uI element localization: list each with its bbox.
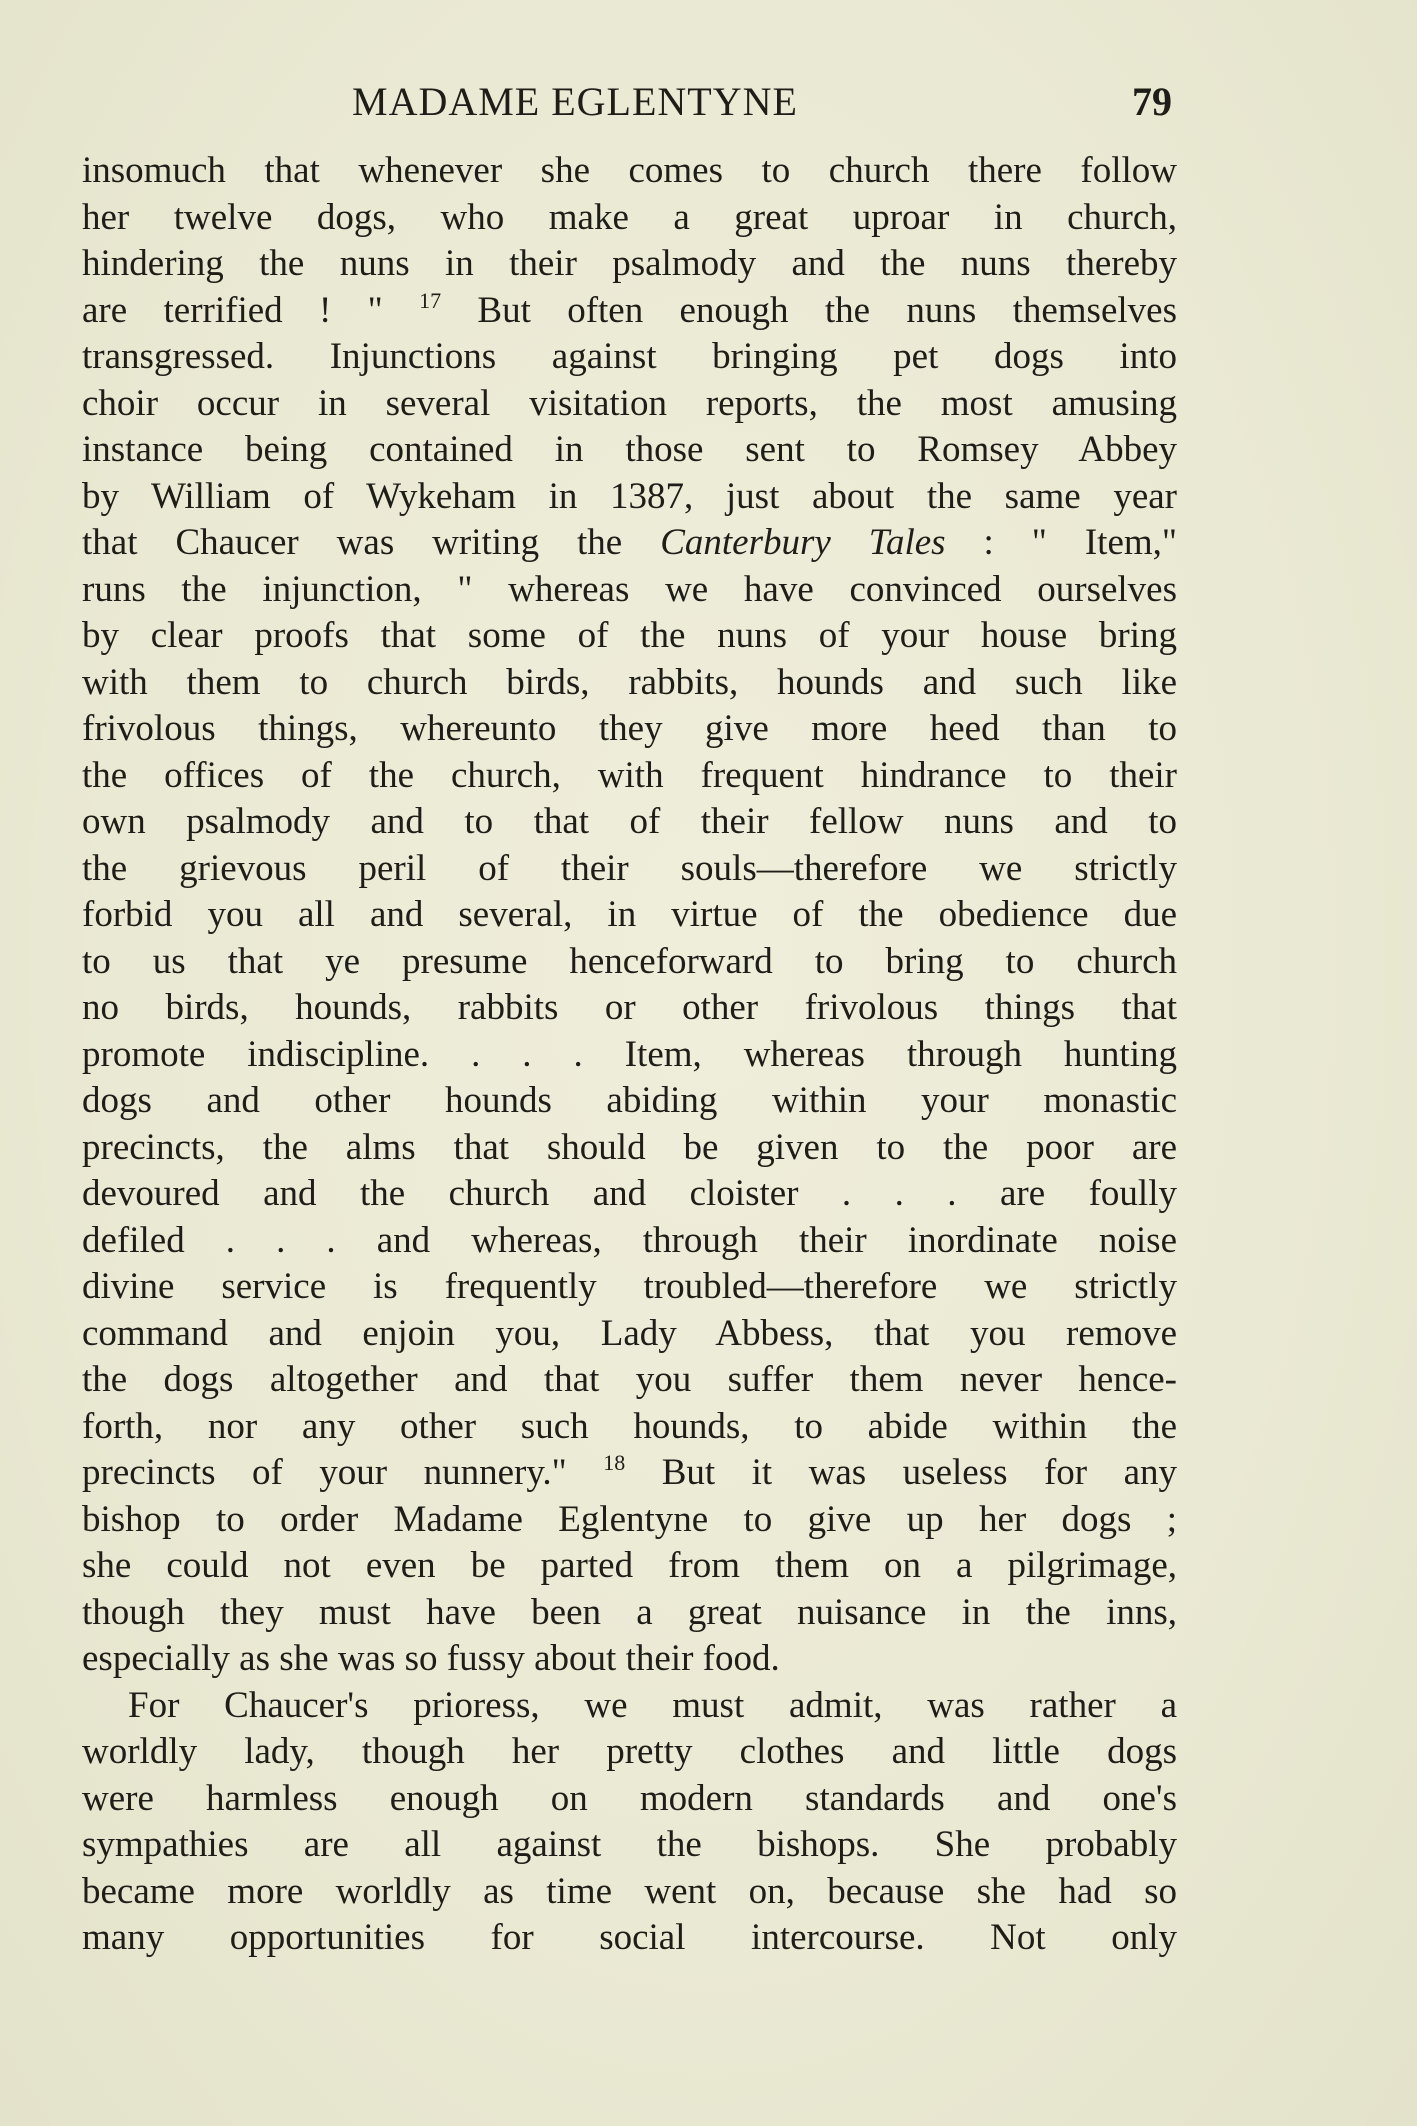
line-text: no birds, hounds, rabbits or other frivolous things that (82, 987, 1177, 1028)
line-text: defiled . . . and whereas, through their inordinate noise (82, 1219, 1177, 1261)
line-text: are terrified ! " (82, 289, 420, 331)
text-line (82, 846, 1177, 893)
text-line (82, 706, 1177, 753)
running-head (82, 72, 1172, 132)
line-text: that Chaucer was writing the (82, 522, 661, 563)
text-line (82, 1357, 1177, 1404)
line-text: runs the injunction, " whereas we have convinced ourselves (82, 568, 1177, 610)
text-line (82, 148, 1177, 195)
text-line (82, 520, 1177, 567)
text-line (82, 1125, 1177, 1172)
line-text: though they must have been a great nuisance in the inns, (82, 1591, 1177, 1633)
text-line (82, 1450, 1177, 1497)
line-text: forbid you all and several, in virtue of the obedience due (82, 894, 1177, 935)
text-line (82, 1218, 1177, 1265)
line-text: sympathies are all against the bishops. She probably (82, 1824, 1177, 1865)
line-text: to us that ye presume henceforward to bring to church (82, 940, 1177, 982)
line-text: dogs and other hounds abiding within your monastic (82, 1080, 1177, 1121)
line-text: insomuch that whenever she comes to church there follow (82, 150, 1177, 191)
line-text: her twelve dogs, who make a great uproar in church, (82, 196, 1177, 238)
line-text: promote indiscipline. . . . Item, whereas through hunting (82, 1033, 1177, 1075)
line-text: transgressed. Injunctions against bringing pet dogs into (82, 336, 1177, 377)
text-line (82, 1590, 1177, 1637)
text-line (82, 939, 1177, 986)
line-text: frivolous things, whereunto they give more heed than to (82, 708, 1177, 749)
text-line (82, 613, 1177, 660)
text-line (82, 427, 1177, 474)
text-line (82, 1729, 1177, 1776)
text-line (82, 195, 1177, 242)
text-line (82, 567, 1177, 614)
line-text: precincts of your nunnery." (82, 1452, 604, 1493)
page-number: 79 (1132, 79, 1172, 124)
text-line (82, 1822, 1177, 1869)
footnote-marker: 17 (419, 287, 442, 313)
text-line (82, 1543, 1177, 1590)
line-text: But often enough the nuns themselves (441, 289, 1177, 331)
footnote-marker: 18 (603, 1450, 626, 1475)
running-title: MADAME EGLENTYNE (352, 79, 798, 124)
line-text: own psalmody and to that of their fellow nuns and to (82, 801, 1177, 842)
line-text: were harmless enough on modern standards and one's (82, 1777, 1177, 1819)
text-line (82, 474, 1177, 521)
body-text (82, 148, 1177, 1962)
line-text: she could not even be parted from them on a pilgrimage, (82, 1545, 1177, 1586)
text-line (82, 1171, 1177, 1218)
line-text: with them to church birds, rabbits, hounds and such like (82, 661, 1177, 703)
text-line (82, 1915, 1177, 1962)
text-line (82, 660, 1177, 707)
line-text: worldly lady, though her pretty clothes and little dogs (82, 1731, 1177, 1772)
text-line (82, 799, 1177, 846)
line-text: divine service is frequently troubled—therefore we strictly (82, 1266, 1177, 1307)
line-text: choir occur in several visitation reports, the most amusing (82, 382, 1177, 424)
line-text: especially as she was so fussy about their food. (82, 1638, 780, 1679)
text-line (82, 1869, 1177, 1916)
line-text: hindering the nuns in their psalmody and the nuns thereby (82, 243, 1177, 284)
line-text: devoured and the church and cloister . . . are foully (82, 1173, 1177, 1214)
line-text: became more worldly as time went on, because she had so (82, 1870, 1177, 1912)
line-text: instance being contained in those sent to Romsey Abbey (82, 429, 1177, 470)
italic-title-text: Canterbury Tales (660, 522, 946, 563)
line-text: command and enjoin you, Lady Abbess, that you remove (82, 1312, 1177, 1354)
line-text: the offices of the church, with frequent hindrance to their (82, 754, 1177, 796)
text-line (82, 1404, 1177, 1451)
text-line (82, 241, 1177, 288)
line-text: : " Item," (945, 522, 1177, 563)
line-text: But it was useless for any (625, 1452, 1177, 1493)
text-line (82, 892, 1177, 939)
text-line (82, 288, 1177, 335)
text-line (82, 1078, 1177, 1125)
text-line (82, 1264, 1177, 1311)
line-text: many opportunities for social intercourse. Not only (82, 1917, 1177, 1958)
text-line (82, 334, 1177, 381)
text-line (82, 985, 1177, 1032)
line-text: by clear proofs that some of the nuns of your house bring (82, 615, 1177, 656)
text-line (82, 381, 1177, 428)
line-text: bishop to order Madame Eglentyne to give up her dogs ; (82, 1498, 1177, 1540)
line-text: precincts, the alms that should be given to the poor are (82, 1126, 1177, 1168)
line-text: For Chaucer's prioress, we must admit, was rather a (128, 1684, 1177, 1726)
text-line (82, 1776, 1177, 1823)
text-line (82, 1311, 1177, 1358)
text-line (82, 753, 1177, 800)
line-text: the dogs altogether and that you suffer them never hence- (82, 1359, 1177, 1400)
text-line (82, 1636, 1177, 1683)
line-text: the grievous peril of their souls—therefore we strictly (82, 847, 1177, 889)
line-text: by William of Wykeham in 1387, just about the same year (82, 475, 1177, 517)
text-line (82, 1497, 1177, 1544)
text-line (82, 1032, 1177, 1079)
text-line (82, 1683, 1177, 1730)
line-text: forth, nor any other such hounds, to abide within the (82, 1405, 1177, 1447)
